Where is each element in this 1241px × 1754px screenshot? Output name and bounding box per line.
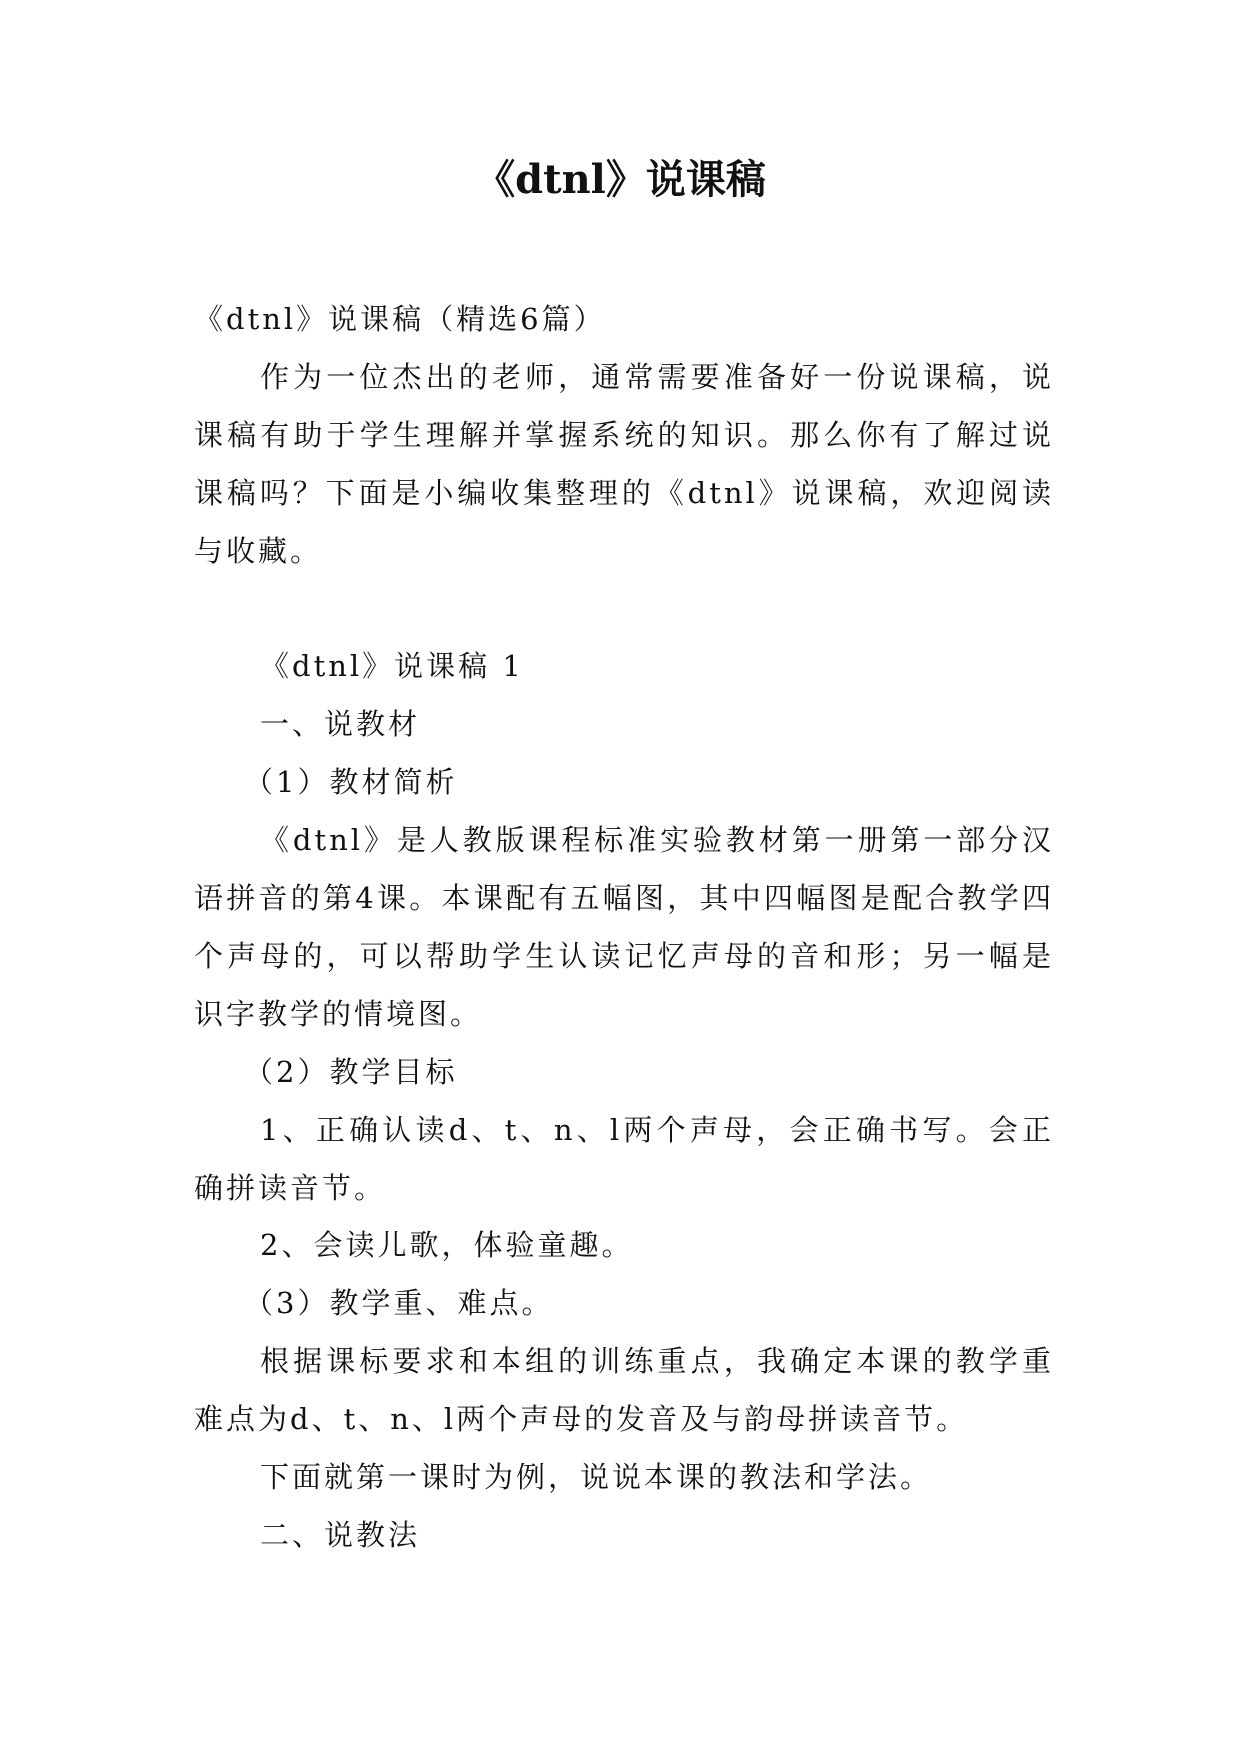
heading-level-1: 一、说教材	[260, 707, 421, 742]
section-heading: 《dtnl》说课稿 1	[260, 649, 524, 684]
document-body	[194, 291, 1054, 1565]
heading-level-1: 二、说教法	[260, 1518, 421, 1553]
body-paragraph: 下面就第一课时为例，说说本课的教法和学法。	[260, 1460, 933, 1495]
body-paragraph: 2、会读儿歌，体验童趣。	[260, 1228, 634, 1263]
body-paragraph: 1、正确认读d、t、n、l两个声母，会正确书写。会正确拼读音节。	[194, 1112, 1054, 1205]
intro-paragraph: 作为一位杰出的老师，通常需要准备好一份说课稿，说课稿有助于学生理解并掌握系统的知识。那么你有了解过说课稿吗？下面是小编收集整理的《dtnl》说课稿，欢迎阅读与收藏。	[194, 359, 1054, 568]
heading-level-2: （2）教学目标	[244, 1054, 458, 1089]
body-paragraph: 根据课标要求和本组的训练重点，我确定本课的教学重难点为d、t、n、l两个声母的发音及与韵母拼读音节。	[194, 1344, 1054, 1437]
document-title: 《dtnl》说课稿	[475, 156, 766, 203]
body-paragraph: 《dtnl》是人教版课程标准实验教材第一册第一部分汉语拼音的第4课。本课配有五幅图，其中四幅图是配合教学四个声母的，可以帮助学生认读记忆声母的音和形；另一幅是识字教学的情境图。	[194, 823, 1054, 1031]
heading-level-2: （3）教学重、难点。	[244, 1286, 554, 1321]
subtitle-paragraph: 《dtnl》说课稿（精选6篇）	[194, 302, 606, 336]
heading-level-2: （1）教材简析	[244, 765, 458, 800]
